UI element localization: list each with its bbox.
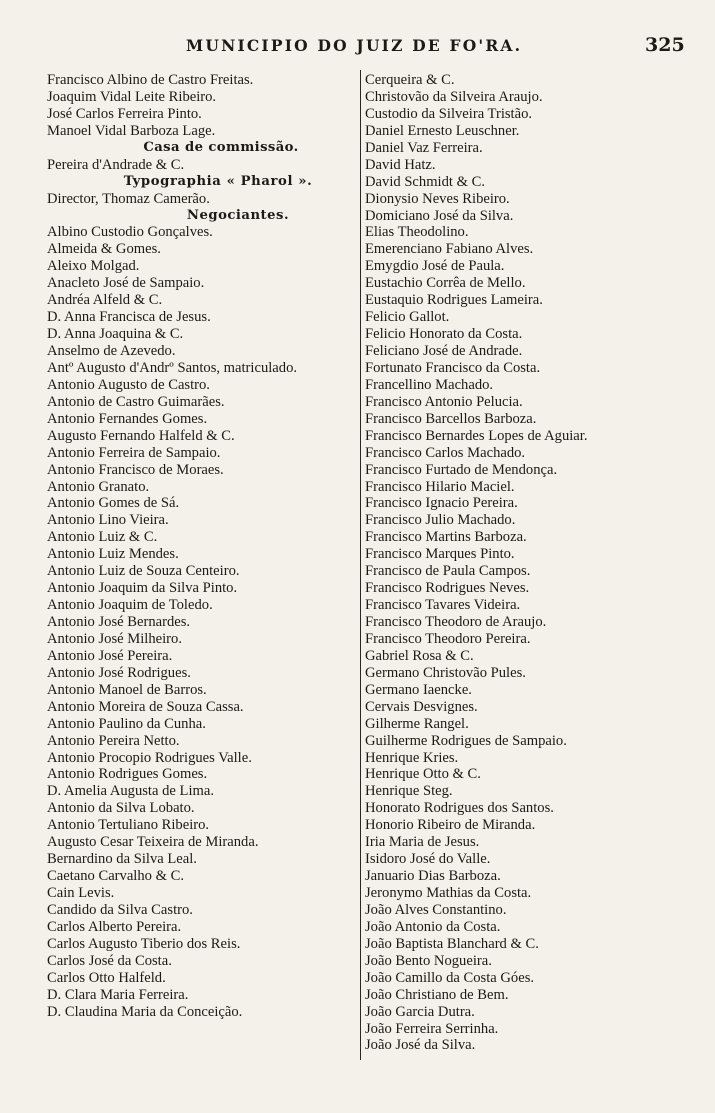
directory-entry: Feliciano José de Andrade. (365, 343, 523, 359)
directory-entry: Domiciano José da Silva. (365, 207, 514, 224)
directory-entry: Antonio de Castro Guimarães. (47, 393, 225, 410)
directory-entry: Francisco Martins Barboza. (365, 529, 527, 546)
directory-entry: Antonio da Silva Lobato. (47, 800, 195, 817)
running-title: MUNICIPIO DO JUIZ DE FO'RA. (186, 36, 523, 55)
directory-entry: Francellino Machado. (365, 376, 494, 393)
directory-entry: Eustachio Corrêa de Mello. (365, 275, 526, 292)
directory-entry: Gabriel Rosa & C. (365, 647, 474, 664)
directory-entry: Caetano Carvalho & C. (47, 868, 184, 885)
directory-entry: João Camillo da Costa Góes. (365, 969, 535, 986)
directory-entry: Francisco Marques Pinto. (365, 546, 515, 563)
directory-entry: Emygdio José de Paula. (365, 258, 505, 275)
directory-entry: João Antonio da Costa. (365, 918, 501, 935)
directory-entry: Antonio José Milheiro. (47, 630, 182, 647)
directory-entry: Antº Augusto d'Andrº Santos, matriculado. (47, 359, 298, 376)
left-top-list (47, 72, 359, 140)
directory-entry: Fortunato Francisco da Costa. (365, 359, 541, 376)
directory-entry: Antonio Ferreira de Sampaio. (47, 444, 221, 461)
directory-entry: Honorato Rodrigues dos Santos. (365, 800, 554, 817)
directory-entry: Januario Dias Barboza. (365, 868, 501, 885)
directory-entry: David Hatz. (365, 156, 436, 173)
directory-entry: Antonio Francisco de Moraes. (47, 461, 224, 478)
directory-entry: Jeronymo Mathias da Costa. (365, 885, 532, 901)
directory-entry: Antonio José Pereira. (47, 647, 173, 664)
directory-entry: Daniel Ernesto Leuschner. (365, 122, 520, 139)
directory-entry: Henrique Kries. (365, 749, 459, 766)
directory-entry: D. Clara Maria Ferreira. (47, 986, 189, 1003)
directory-entry: David Schmidt & C. (365, 173, 485, 190)
directory-entry: Germano Christovão Pules. (365, 664, 526, 681)
directory-entry: Francisco Bernardes Lopes de Aguiar. (365, 427, 588, 444)
directory-entry: Iria Maria de Jesus. (365, 834, 480, 851)
directory-entry: Carlos Otto Halfeld. (47, 969, 166, 986)
directory-entry: Gilherme Rangel. (365, 715, 469, 732)
directory-entry: Cerqueira & C. (365, 72, 455, 88)
directory-entry: Andréa Alfeld & C. (47, 292, 163, 309)
directory-entry: Director, Thomaz Camerão. (47, 190, 210, 207)
directory-entry: Antonio Lino Vieira. (47, 512, 169, 529)
section-heading-casa: Casa de commissão. (143, 139, 299, 155)
directory-entry: Antonio Paulino da Cunha. (47, 715, 206, 732)
directory-entry: Antonio Luiz & C. (47, 529, 158, 546)
directory-entry: Francisco Theodoro de Araujo. (365, 614, 547, 630)
directory-entry: Honorio Ribeiro de Miranda. (365, 817, 536, 834)
directory-entry: Antonio José Bernardes. (47, 614, 191, 630)
directory-entry: Antonio Luiz de Souza Centeiro. (47, 563, 240, 580)
directory-entry: Joaquim Vidal Leite Ribeiro. (47, 88, 217, 105)
directory-entry: José Carlos Ferreira Pinto. (47, 105, 202, 122)
directory-entry: Antonio Joaquim da Silva Pinto. (47, 580, 238, 597)
page-number: 325 (645, 34, 685, 56)
directory-entry: Antonio Procopio Rodrigues Valle. (47, 749, 252, 766)
directory-entry: Carlos Augusto Tiberio dos Reis. (47, 935, 241, 952)
directory-entry: João Christiano de Bem. (365, 986, 509, 1003)
directory-entry: Antonio Tertuliano Ribeiro. (47, 817, 210, 834)
directory-entry: D. Amelia Augusta de Lima. (47, 783, 214, 800)
directory-entry: Almeida & Gomes. (47, 241, 161, 258)
directory-entry: Daniel Vaz Ferreira. (365, 139, 483, 156)
directory-entry: Antonio Augusto de Castro. (47, 376, 210, 393)
section-heading-typographia: Typographia « Pharol ». (123, 173, 313, 189)
directory-entry: João Bento Nogueira. (365, 952, 492, 969)
directory-entry: Cervais Desvignes. (365, 698, 478, 715)
directory-entry: Germano Iaencke. (365, 681, 472, 698)
directory-entry: Felicio Honorato da Costa. (365, 326, 523, 343)
directory-entry: Albino Custodio Gonçalves. (47, 224, 213, 241)
directory-entry: Eustaquio Rodrigues Lameira. (365, 292, 543, 309)
directory-entry: Francisco de Paula Campos. (365, 563, 531, 580)
directory-entry: Antonio Joaquim de Toledo. (47, 597, 213, 614)
typographia-list (47, 191, 359, 208)
directory-entry: Antonio Moreira de Souza Cassa. (47, 698, 244, 715)
right-column (365, 72, 665, 1054)
directory-entry: Felicio Gallot. (365, 309, 450, 326)
directory-entry: Francisco Albino de Castro Freitas. (47, 72, 254, 88)
directory-entry: Francisco Ignacio Pereira. (365, 495, 518, 512)
directory-entry: Candido da Silva Castro. (47, 901, 193, 918)
directory-entry: D. Anna Francisca de Jesus. (47, 309, 211, 326)
directory-entry: João Alves Constantino. (365, 901, 507, 918)
directory-entry: Anselmo de Azevedo. (47, 343, 176, 359)
directory-entry: Francisco Furtado de Mendonça. (365, 461, 558, 478)
directory-entry: D. Anna Joaquina & C. (47, 326, 184, 343)
directory-entry: Antonio Granato. (47, 478, 150, 495)
negociantes-list-right (365, 72, 665, 1054)
directory-entry: Anacleto José de Sampaio. (47, 275, 205, 292)
directory-entry: Antonio Luiz Mendes. (47, 546, 179, 563)
negociantes-list-left (47, 224, 359, 1020)
directory-entry: João Ferreira Serrinha. (365, 1020, 499, 1037)
directory-entry: Antonio Gomes de Sá. (47, 495, 180, 512)
directory-entry: Henrique Otto & C. (365, 766, 481, 783)
directory-entry: Francisco Antonio Pelucia. (365, 393, 523, 410)
directory-entry: Guilherme Rodrigues de Sampaio. (365, 732, 567, 749)
directory-entry: Francisco Barcellos Barboza. (365, 410, 537, 427)
directory-entry: Antonio Manoel de Barros. (47, 681, 207, 698)
left-column (47, 72, 359, 1021)
directory-entry: Christovão da Silveira Araujo. (365, 88, 543, 105)
directory-entry: Manoel Vidal Barboza Lage. (47, 122, 216, 139)
column-divider (360, 70, 361, 1060)
directory-entry: Francisco Hilario Maciel. (365, 478, 515, 495)
directory-entry: Augusto Fernando Halfeld & C. (47, 427, 235, 444)
directory-entry: Francisco Theodoro Pereira. (365, 630, 531, 647)
directory-entry: Elias Theodolino. (365, 224, 469, 241)
directory-entry: Augusto Cesar Teixeira de Miranda. (47, 834, 259, 851)
directory-entry: Aleixo Molgad. (47, 258, 140, 275)
directory-entry: João Garcia Dutra. (365, 1003, 475, 1020)
directory-entry: D. Claudina Maria da Conceição. (47, 1003, 243, 1020)
directory-entry: Dionysio Neves Ribeiro. (365, 190, 510, 207)
directory-entry: Antonio José Rodrigues. (47, 664, 191, 681)
directory-entry: Cain Levis. (47, 885, 115, 901)
directory-entry: Carlos Alberto Pereira. (47, 918, 182, 935)
directory-entry: Antonio Rodrigues Gomes. (47, 766, 208, 783)
section-heading-negociantes: Negociantes. (186, 207, 290, 223)
page-header (0, 36, 715, 60)
directory-entry: João José da Silva. (365, 1037, 476, 1054)
directory-entry: Pereira d'Andrade & C. (47, 156, 185, 173)
directory-entry: Francisco Tavares Videira. (365, 597, 521, 614)
directory-entry: Isidoro José do Valle. (365, 851, 491, 868)
directory-entry: Francisco Carlos Machado. (365, 444, 526, 461)
directory-entry: João Baptista Blanchard & C. (365, 935, 539, 952)
directory-entry: Antonio Fernandes Gomes. (47, 410, 208, 427)
casa-list (47, 157, 359, 174)
directory-entry: Carlos José da Costa. (47, 952, 172, 969)
directory-entry: Francisco Rodrigues Neves. (365, 580, 530, 597)
directory-entry: Custodio da Silveira Tristão. (365, 105, 533, 122)
directory-entry: Bernardino da Silva Leal. (47, 851, 197, 868)
directory-entry: Henrique Steg. (365, 783, 453, 800)
directory-entry: Antonio Pereira Netto. (47, 732, 180, 749)
directory-entry: Francisco Julio Machado. (365, 512, 516, 529)
directory-entry: Emerenciano Fabiano Alves. (365, 241, 534, 258)
